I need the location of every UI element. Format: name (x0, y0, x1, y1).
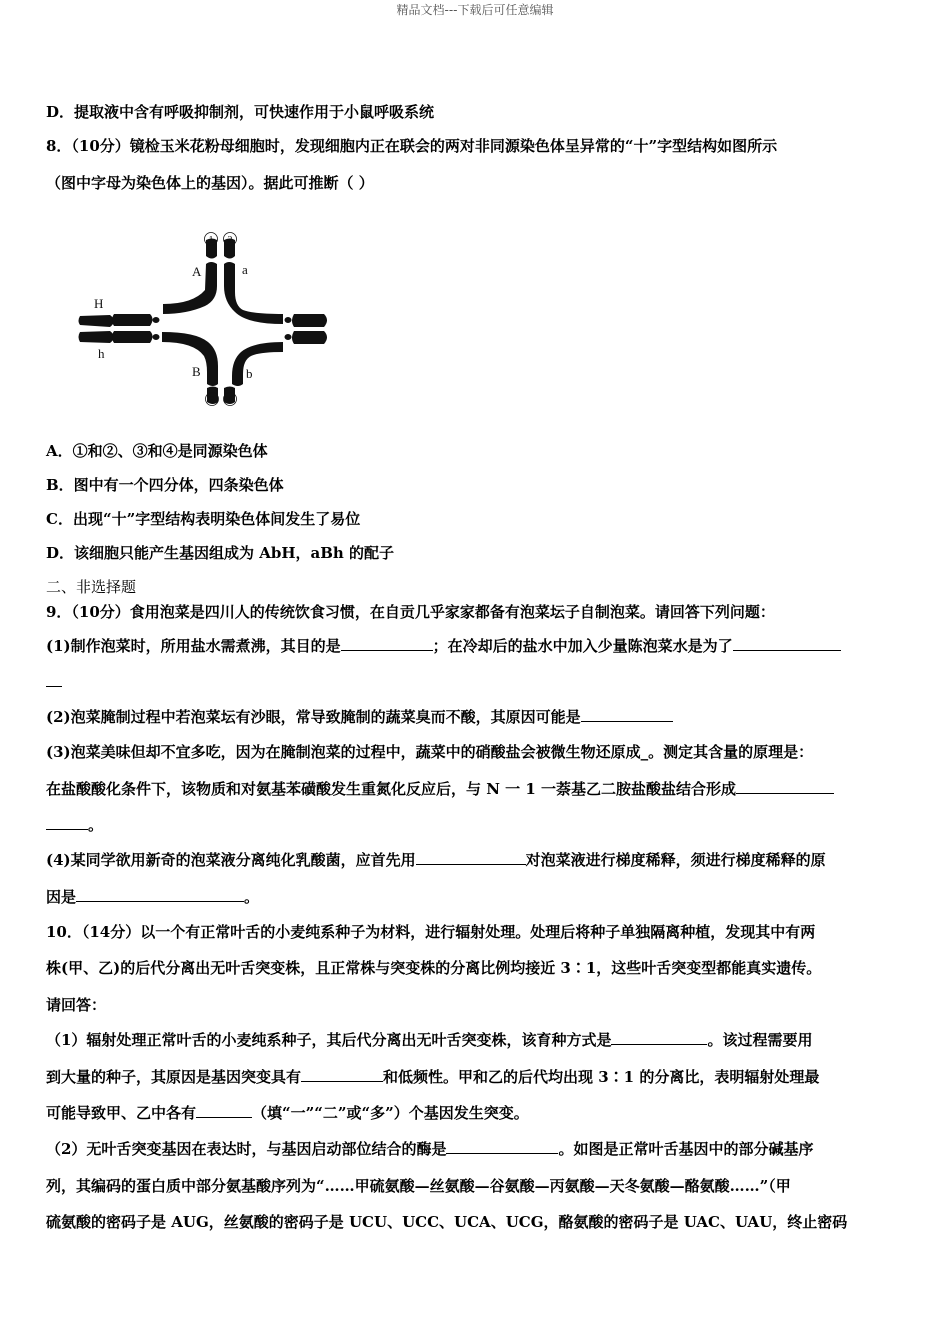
q10-part2-line1 (46, 1139, 813, 1159)
q9-blank-4-tail[interactable] (46, 815, 88, 830)
q10-blank-1[interactable] (611, 1030, 707, 1045)
q10-blank-3[interactable] (196, 1103, 252, 1118)
q9-part3-text-b: 在盐酸酸化条件下，该物质和对氨基苯磺酸发生重氮化反应后，与 N 一 1 一萘基乙二胺盐酸盐结合形成 (46, 780, 737, 798)
circle-label-2: 2 (227, 235, 233, 246)
q10-stem-line2: 株(甲、乙)的后代分离出无叶舌突变株，且正常株与突变株的分离比例均接近 3∶1，这些叶舌突变型都能真实遗传。 (46, 959, 822, 977)
q9-part2-text: (2)泡菜腌制过程中若泡菜坛有沙眼，常导致腌制的蔬菜臭而不酸，其原因可能是 (46, 708, 581, 726)
q9-blank-2-tail[interactable] (46, 672, 62, 687)
chromosome-cross-figure (72, 228, 334, 413)
q9-part4-text-c: 因是 (46, 888, 77, 906)
section-heading-nonchoice: 二、非选择题 (46, 578, 137, 596)
q9-part4-text-d: 。 (244, 888, 260, 906)
q9-part4-text-b: 对泡菜液进行梯度稀释，须进行梯度稀释的原 (525, 851, 826, 869)
page-header: 精品文档---下载后可任意编辑 (396, 3, 554, 17)
q9-part3-line1: (3)泡菜美味但却不宜多吃，因为在腌制泡菜的过程中，蔬菜中的硝酸盐会被微生物还原成_。测定其含量的原理是： (46, 743, 814, 761)
q10-part2-line2: 列，其编码的蛋白质中部分氨基酸序列为“……甲硫氨酸—丝氨酸—谷氨酸—丙氨酸—天冬氨酸—酪氨酸……”（甲 (46, 1177, 791, 1195)
q9-blank-1[interactable] (341, 636, 433, 651)
q8-option-a: A．①和②、③和④是同源染色体 (46, 442, 268, 460)
q9-part1-text-b: ；在冷却后的盐水中加入少量陈泡菜水是为了 (432, 637, 733, 655)
q10-part2-text-b: 。如图是正常叶舌基因中的部分碱基序 (558, 1140, 814, 1158)
q10-part1-line3 (46, 1103, 529, 1123)
q10-blank-4[interactable] (446, 1139, 558, 1154)
q10-blank-2[interactable] (301, 1067, 383, 1082)
q9-part1-continuation (46, 672, 62, 692)
q10-part1-text-d: 和低频性。甲和乙的后代均出现 3∶1 的分离比，表明辐射处理最 (383, 1068, 820, 1086)
q8-stem-line2: （图中字母为染色体上的基因）。据此可推断（ ） (46, 174, 374, 192)
q9-stem: 9．（10分）食用泡菜是四川人的传统饮食习惯，在自贡几乎家家都备有泡菜坛子自制泡菜。请回答下列问题： (46, 603, 775, 621)
q10-part2-line3: 硫氨酸的密码子是 AUG，丝氨酸的密码子是 UCU、UCC、UCA、UCG，酪氨酸的密码子是 UAC、UAU，终止密码 (46, 1213, 848, 1231)
q10-stem-line1: 10．（14分）以一个有正常叶舌的小麦纯系种子为材料，进行辐射处理。处理后将种子单独隔离种植，发现其中有两 (46, 923, 816, 941)
q8-option-c: C．出现“十”字型结构表明染色体间发生了易位 (46, 510, 361, 528)
q9-part4-line1 (46, 850, 826, 870)
gene-label-a: a (242, 262, 248, 277)
q9-part1-line (46, 636, 841, 656)
circle-label-3: 3 (209, 395, 215, 406)
q9-blank-4[interactable] (736, 779, 834, 794)
q10-part1-text-b: 。该过程需要用 (707, 1031, 813, 1049)
circle-label-1: 1 (208, 235, 214, 246)
q10-part1-text-c: 到大量的种子，其原因是基因突变具有 (46, 1068, 302, 1086)
q9-blank-6[interactable] (76, 887, 244, 902)
q9-blank-3[interactable] (581, 707, 673, 722)
gene-label-B: B (192, 364, 201, 379)
q10-part1-line1 (46, 1030, 812, 1050)
q10-part1-text-f: （填“一”“二”或“多”）个基因发生突变。 (252, 1104, 529, 1122)
q9-part4-line2 (46, 887, 259, 907)
gene-label-A: A (192, 264, 202, 279)
q10-part1-line2 (46, 1067, 819, 1087)
q9-part3-line2 (46, 779, 834, 799)
q8-option-d: D．该细胞只能产生基因组成为 AbH，aBh 的配子 (46, 544, 395, 562)
q9-part1-text-a: (1)制作泡菜时，所用盐水需煮沸，其目的是 (46, 637, 341, 655)
circle-label-4: 4 (227, 395, 233, 406)
q8-option-b: B．图中有一个四分体，四条染色体 (46, 476, 284, 494)
gene-label-H: H (94, 296, 104, 311)
q9-part3-text-c: 。 (88, 816, 104, 834)
q10-stem-line3: 请回答： (46, 996, 107, 1014)
q10-part1-text-e: 可能导致甲、乙中各有 (46, 1104, 197, 1122)
q8-stem-line1: 8．（10分）镜检玉米花粉母细胞时，发现细胞内正在联会的两对非同源染色体呈异常的“十”字型结构如图所示 (46, 137, 778, 155)
gene-label-b: b (246, 366, 253, 381)
q9-part4-text-a: (4)某同学欲用新奇的泡菜液分离纯化乳酸菌，应首先用 (46, 851, 416, 869)
q10-part2-text-a: （2）无叶舌突变基因在表达时，与基因启动部位结合的酶是 (46, 1140, 447, 1158)
q9-blank-2[interactable] (733, 636, 841, 651)
q9-part2-line (46, 707, 673, 727)
q10-part1-text-a: （1）辐射处理正常叶舌的小麦纯系种子，其后代分离出无叶舌突变株，该育种方式是 (46, 1031, 612, 1049)
q9-blank-5[interactable] (416, 850, 526, 865)
q7-option-d: D．提取液中含有呼吸抑制剂，可快速作用于小鼠呼吸系统 (46, 103, 435, 121)
q9-part3-line3 (46, 815, 103, 835)
gene-label-h: h (98, 346, 105, 361)
